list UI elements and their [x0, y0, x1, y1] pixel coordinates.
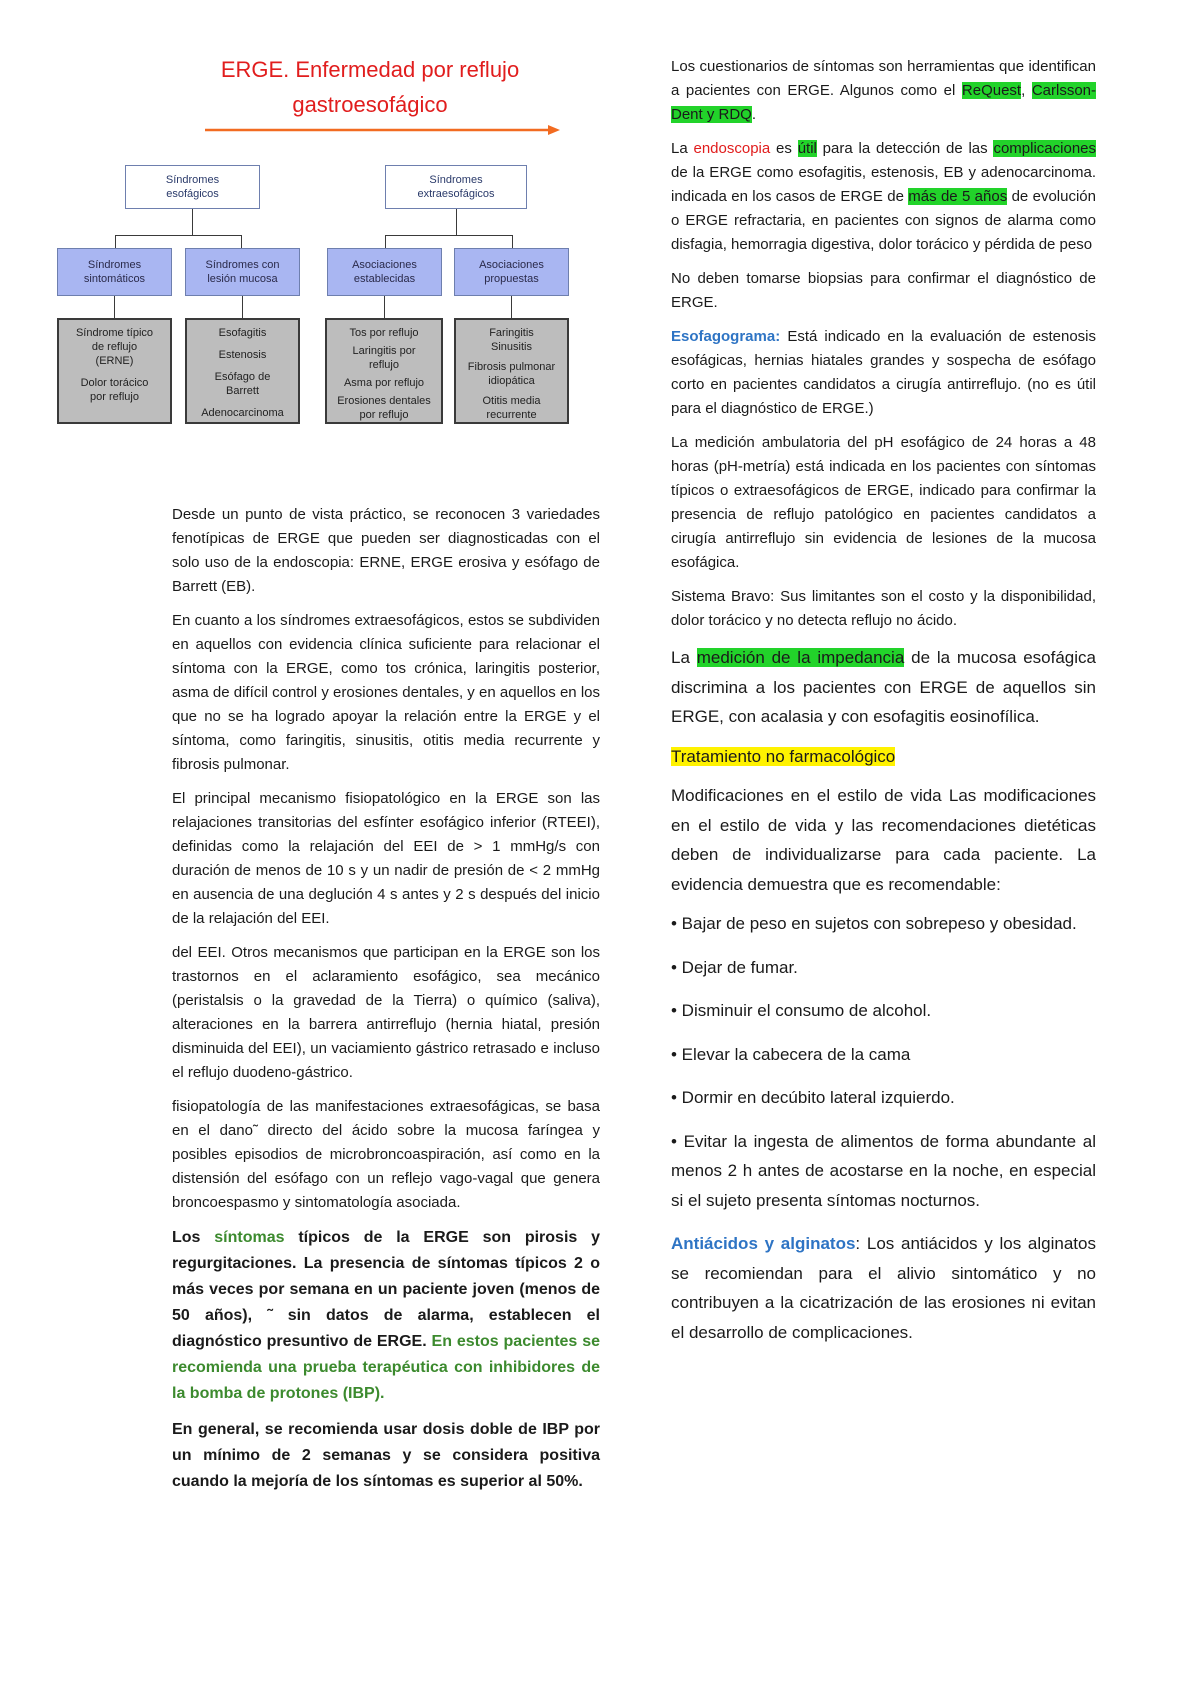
diagram-box-asociaciones-propuestas: Asociaciones propuestas	[454, 248, 569, 296]
title-line-1: ERGE. Enfermedad por reflujo	[220, 57, 520, 82]
diagram-connector	[114, 296, 115, 318]
diagram-box-asociaciones-propuestas-detail: Faringitis Sinusitis Fibrosis pulmonar idiopática Otitis media recurrente	[454, 318, 569, 424]
diagram-connector	[241, 235, 242, 248]
paragraph-esofagograma: Esofagograma: Está indicado en la evaluación de estenosis esofágicas, hernias hiatales grandes y sospecha de esófago corto en pacientes candidatos a cirugía antirreflujo. (no es útil para el diagnóstico de ERGE.)	[671, 328, 1096, 417]
diagram-box-asociaciones-establecidas: Asociaciones establecidas	[327, 248, 442, 296]
list-item: • Dormir en decúbito lateral izquierdo.	[671, 1088, 955, 1107]
diagram-connector	[511, 296, 512, 318]
paragraph-extraesofagicos: En cuanto a los síndromes extraesofágicos, estos se subdividen en aquellos con evidencia clínica suficiente para relacionar el síntoma con la ERGE, como tos crónica, laringitis posterior, asma de difícil control y erosiones dentales, y en aquellos en los que no se ha logrado apoyar la relación entre la ERGE y el síntoma, como faringitis, sinusitis, otitis media recurrente y fibrosis pulmonar.	[172, 612, 600, 773]
paragraph-impedancia: La medición de la impedancia de la mucosa esofágica discrimina a los pacientes con ERGE de aquellos sin ERGE, con acalasia y con esofagitis eosinofílica.	[671, 648, 1096, 726]
left-column	[172, 503, 600, 1505]
paragraph-otros-mecanismos: del EEI. Otros mecanismos que participan en la ERGE son los trastornos en el aclaramiento esofágico, sea mecánico (peristalsis o la gravedad de la Tierra) o químico (saliva), alteraciones en la barrera antirreflujo (hernia hiatal, presión disminuida del EEI), un vaciamiento gástrico retrasado e incluso el reflujo duodeno-gástrico.	[172, 944, 600, 1081]
diagram-box-lesion-mucosa-detail: Esofagitis Estenosis Esófago de Barrett Adenocarcinoma	[185, 318, 300, 424]
diagram-box-sindromes-extraesofagicos: Síndromes extraesofágicos	[385, 165, 527, 209]
diagram-connector	[512, 235, 513, 248]
right-column	[671, 55, 1096, 1357]
list-item: • Bajar de peso en sujetos con sobrepeso y obesidad.	[671, 914, 1077, 933]
title-line-2: gastroesofágico	[292, 92, 448, 117]
diagram-box-asociaciones-establecidas-detail: Tos por reflujo Laringitis por reflujo Asma por reflujo Erosiones dentales por reflujo	[325, 318, 443, 424]
paragraph-sistema-bravo: Sistema Bravo: Sus limitantes son el costo y la disponibilidad, dolor torácico y no detecta reflujo no ácido.	[671, 588, 1096, 629]
diagram-box-sindromes-sintomaticos-detail: Síndrome típico de reflujo (ERNE) Dolor torácico por reflujo	[57, 318, 172, 424]
list-item: • Elevar la cabecera de la cama	[671, 1044, 911, 1064]
section-heading-tratamiento: Tratamiento no farmacológico	[671, 746, 896, 766]
diagram-box-sindromes-sintomaticos: Síndromes sintomáticos	[57, 248, 172, 296]
paragraph-biopsias: No deben tomarse biopsias para confirmar el diagnóstico de ERGE.	[671, 270, 1096, 311]
paragraph-variedades: Desde un punto de vista práctico, se reconocen 3 variedades fenotípicas de ERGE que pueden ser diagnosticadas con el solo uso de la endoscopia: ERNE, ERGE erosiva y esófago de Barrett (EB).	[172, 506, 600, 595]
list-item: • Dejar de fumar.	[671, 957, 798, 977]
diagram-connector	[115, 235, 242, 236]
diagram-box-sindromes-lesion-mucosa: Síndromes con lesión mucosa	[185, 248, 300, 296]
paragraph-endoscopia: La endoscopia es útil para la detección de las complicaciones de la ERGE como esofagitis, estenosis, EB y adenocarcinoma. indicada en los casos de ERGE de más de 5 años de evolución o ERGE refractaria, en pacientes con signos de alarma como disfagia, hemorragia digestiva, dolor torácico y pérdida de peso	[671, 140, 1096, 253]
paragraph-fisiopatologia: fisiopatología de las manifestaciones extraesofágicas, se basa en el dano˜ directo del ácido sobre la mucosa faríngea y posibles episodios de microbroncoaspiración, así como en la distensión del esófago con un reflejo vago-vagal que genera broncoespasmo y sintomatología asociada.	[172, 1098, 600, 1211]
paragraph-dosis-ibp: En general, se recomienda usar dosis doble de IBP por un mínimo de 2 semanas y se considera positiva cuando la mejoría de los síntomas es superior al 50%.	[172, 1421, 600, 1490]
diagram-connector	[456, 209, 457, 235]
paragraph-phmetria: La medición ambulatoria del pH esofágico de 24 horas a 48 horas (pH-metría) está indicada en los pacientes con síntomas típicos o extraesofágicos de ERGE, indicado para confirmar la presencia de reflujo patológico en pacientes candidatos a cirugía antirreflujo sin evidencia de lesiones de la mucosa esofágica.	[671, 434, 1096, 571]
list-item: • Evitar la ingesta de alimentos de forma abundante al menos 2 h antes de acostarse en la noche, en especial si el sujeto presenta síntomas nocturnos.	[671, 1131, 1096, 1210]
paragraph-mecanismo: El principal mecanismo fisiopatológico en la ERGE son las relajaciones transitorias del esfínter esofágico inferior (RTEEI), definidas como la relajación del EEI de > 1 mmHg/s con duración de menos de 10 s y un nadir de presión de < 2 mmHg en ausencia de una deglución 4 s antes y 2 s después del inicio de la relajación del EEI.	[172, 790, 600, 927]
diagram-connector	[385, 235, 513, 236]
list-item: • Disminuir el consumo de alcohol.	[671, 1001, 932, 1020]
diagram-connector	[242, 296, 243, 318]
erge-classification-diagram	[55, 160, 615, 470]
title-underline-arrow-icon	[205, 124, 560, 136]
diagram-connector	[192, 209, 193, 235]
page-title	[200, 52, 540, 122]
paragraph-modificaciones: Modificaciones en el estilo de vida Las modificaciones en el estilo de vida y las recomendaciones dietéticas deben de individualizarse para cada paciente. La evidencia demuestra que es recomendable:	[671, 786, 1096, 894]
paragraph-sintomas: Los síntomas típicos de la ERGE son pirosis y regurgitaciones. La presencia de síntomas típicos 2 o más veces por semana en un paciente joven (menos de 50 años), ˜ sin datos de alarma, establecen el diagnóstico presuntivo de ERGE. En estos pacientes se recomienda una prueba terapéutica con inhibidores de la bomba de protones (IBP).	[172, 1229, 601, 1402]
diagram-connector	[385, 235, 386, 248]
diagram-connector	[115, 235, 116, 248]
diagram-connector	[384, 296, 385, 318]
diagram-box-sindromes-esofagicos: Síndromes esofágicos	[125, 165, 260, 209]
paragraph-antiacidos: Antiácidos y alginatos: Los antiácidos y los alginatos se recomiendan para el alivio sintomático y no contribuyen a la cicatrización de las erosiones ni evitan el desarrollo de complicaciones.	[671, 1234, 1096, 1342]
paragraph-cuestionarios: Los cuestionarios de síntomas son herramientas que identifican a pacientes con ERGE. Algunos como el ReQuest, Carlsson-Dent y RDQ.	[671, 58, 1096, 123]
